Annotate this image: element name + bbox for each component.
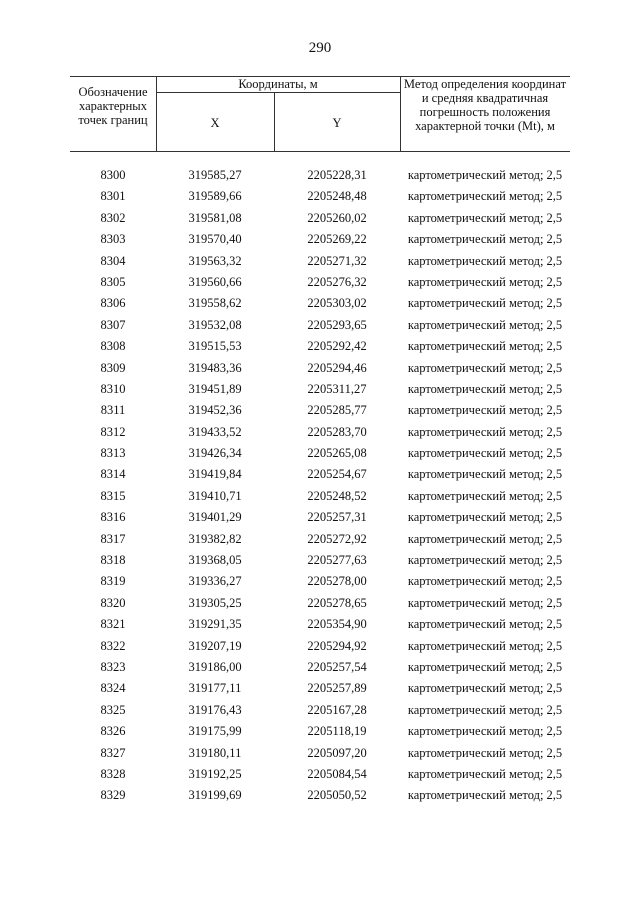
table-row xyxy=(70,253,570,274)
coord-x: 319177,11 xyxy=(188,681,242,696)
method-cell: картометрический метод; 2,5 xyxy=(407,317,563,332)
table-row xyxy=(70,274,570,295)
coord-x: 319382,82 xyxy=(188,531,242,546)
coord-x: 319176,43 xyxy=(188,702,242,717)
point-id: 8322 xyxy=(100,638,126,653)
coord-y: 2205248,48 xyxy=(307,189,367,204)
point-id: 8306 xyxy=(100,296,126,311)
coord-y: 2205311,27 xyxy=(307,381,367,396)
point-id: 8316 xyxy=(100,510,126,525)
header-method: Метод определения координат и средняя квадратичная погрешность положения характерной точки (Mt), м xyxy=(403,77,567,133)
coord-x: 319451,89 xyxy=(188,381,242,396)
coord-y: 2205084,54 xyxy=(307,766,367,781)
point-id: 8317 xyxy=(100,531,126,546)
method-cell: картометрический метод; 2,5 xyxy=(407,659,563,674)
coord-y: 2205257,89 xyxy=(307,681,367,696)
coord-y: 2205272,92 xyxy=(307,531,367,546)
method-cell: картометрический метод; 2,5 xyxy=(407,766,563,781)
point-id: 8309 xyxy=(100,360,126,375)
point-id: 8323 xyxy=(100,659,126,674)
table-row xyxy=(70,638,570,659)
coord-x: 319419,84 xyxy=(188,467,242,482)
table-row xyxy=(70,360,570,381)
point-id: 8319 xyxy=(100,574,126,589)
table-row xyxy=(70,295,570,316)
coord-x: 319305,25 xyxy=(188,595,242,610)
coord-x: 319581,08 xyxy=(188,210,242,225)
coord-y: 2205167,28 xyxy=(307,702,367,717)
coord-y: 2205260,02 xyxy=(307,210,367,225)
coord-x: 319585,27 xyxy=(188,168,242,182)
method-cell: картометрический метод; 2,5 xyxy=(407,745,563,760)
table-row xyxy=(70,745,570,766)
coord-x: 319558,62 xyxy=(188,296,242,311)
method-cell: картометрический метод; 2,5 xyxy=(407,210,563,225)
point-id: 8311 xyxy=(100,403,126,418)
coord-x: 319410,71 xyxy=(188,488,242,503)
method-cell: картометрический метод; 2,5 xyxy=(407,360,563,375)
coord-y: 2205283,70 xyxy=(307,424,367,439)
point-id: 8305 xyxy=(100,274,126,289)
coord-y: 2205285,77 xyxy=(307,403,367,418)
method-cell: картометрический метод; 2,5 xyxy=(407,510,563,525)
point-id: 8307 xyxy=(100,317,126,332)
table-row xyxy=(70,445,570,466)
point-id: 8313 xyxy=(100,446,126,461)
coord-y: 2205254,67 xyxy=(307,467,367,482)
point-id: 8329 xyxy=(100,788,126,803)
method-cell: картометрический метод; 2,5 xyxy=(407,446,563,461)
method-cell: картометрический метод; 2,5 xyxy=(407,638,563,653)
coord-x: 319483,36 xyxy=(188,360,242,375)
table-row xyxy=(70,702,570,723)
point-id: 8300 xyxy=(100,168,126,182)
coord-x: 319532,08 xyxy=(188,317,242,332)
point-id: 8308 xyxy=(100,339,126,354)
coord-x: 319180,11 xyxy=(188,745,242,760)
method-cell: картометрический метод; 2,5 xyxy=(407,681,563,696)
point-id: 8324 xyxy=(100,681,126,696)
table-header xyxy=(70,76,570,152)
table-row xyxy=(70,787,570,808)
method-cell: картометрический метод; 2,5 xyxy=(407,232,563,247)
point-id: 8314 xyxy=(100,467,126,482)
table-row xyxy=(70,402,570,423)
coord-x: 319433,52 xyxy=(188,424,242,439)
coord-y: 2205278,00 xyxy=(307,574,367,589)
coord-x: 319186,00 xyxy=(188,659,242,674)
table-row xyxy=(70,424,570,445)
method-cell: картометрический метод; 2,5 xyxy=(407,403,563,418)
table-row xyxy=(70,595,570,616)
method-cell: картометрический метод; 2,5 xyxy=(407,574,563,589)
coord-y: 2205271,32 xyxy=(307,253,367,268)
coord-x: 319192,25 xyxy=(188,766,242,781)
method-cell: картометрический метод; 2,5 xyxy=(407,788,563,803)
coord-x: 319452,36 xyxy=(188,403,242,418)
point-id: 8320 xyxy=(100,595,126,610)
table-row xyxy=(70,188,570,209)
method-cell: картометрический метод; 2,5 xyxy=(407,702,563,717)
coord-x: 319368,05 xyxy=(188,553,242,568)
method-cell: картометрический метод; 2,5 xyxy=(407,553,563,568)
table-row xyxy=(70,338,570,359)
coord-x: 319199,69 xyxy=(188,788,242,803)
table-row xyxy=(70,680,570,701)
method-cell: картометрический метод; 2,5 xyxy=(407,168,563,182)
point-id: 8302 xyxy=(100,210,126,225)
table-row xyxy=(70,531,570,552)
method-cell: картометрический метод; 2,5 xyxy=(407,467,563,482)
header-coordinates: Координаты, м xyxy=(238,77,318,91)
point-id: 8304 xyxy=(100,253,126,268)
table-row xyxy=(70,488,570,509)
coord-x: 319401,29 xyxy=(188,510,242,525)
point-id: 8312 xyxy=(100,424,126,439)
table-row xyxy=(70,509,570,530)
point-id: 8315 xyxy=(100,488,126,503)
coord-y: 2205292,42 xyxy=(307,339,367,354)
point-id: 8327 xyxy=(100,745,126,760)
coord-y: 2205248,52 xyxy=(307,488,367,503)
point-id: 8325 xyxy=(100,702,126,717)
coord-y: 2205257,31 xyxy=(307,510,367,525)
method-cell: картометрический метод; 2,5 xyxy=(407,339,563,354)
table-row xyxy=(70,231,570,252)
method-cell: картометрический метод; 2,5 xyxy=(407,424,563,439)
method-cell: картометрический метод; 2,5 xyxy=(407,274,563,289)
method-cell: картометрический метод; 2,5 xyxy=(407,724,563,739)
method-cell: картометрический метод; 2,5 xyxy=(407,253,563,268)
table-row xyxy=(70,766,570,787)
point-id: 8328 xyxy=(100,766,126,781)
coord-y: 2205293,65 xyxy=(307,317,367,332)
coord-x: 319426,34 xyxy=(188,446,242,461)
coord-y: 2205050,52 xyxy=(307,788,367,803)
coord-x: 319570,40 xyxy=(188,232,242,247)
coord-y: 2205276,32 xyxy=(307,274,367,289)
method-cell: картометрический метод; 2,5 xyxy=(407,381,563,396)
header-designation: Обозначение характерных точек границ xyxy=(78,85,148,127)
table-row xyxy=(70,573,570,594)
coord-y: 2205278,65 xyxy=(307,595,367,610)
point-id: 8301 xyxy=(100,189,126,204)
header-bottom-rule xyxy=(70,151,570,152)
point-id: 8326 xyxy=(100,724,126,739)
table-body xyxy=(70,167,570,809)
method-cell: картометрический метод; 2,5 xyxy=(407,488,563,503)
coord-y: 2205277,63 xyxy=(307,553,367,568)
table-row xyxy=(70,466,570,487)
table-row xyxy=(70,616,570,637)
table-row xyxy=(70,317,570,338)
page-number: 290 xyxy=(308,40,332,56)
method-cell: картометрический метод; 2,5 xyxy=(407,617,563,632)
coord-x: 319175,99 xyxy=(188,724,242,739)
method-cell: картометрический метод; 2,5 xyxy=(407,296,563,311)
point-id: 8318 xyxy=(100,553,126,568)
coord-x: 319515,53 xyxy=(188,339,242,354)
header-y: Y xyxy=(332,116,342,130)
coord-y: 2205269,22 xyxy=(307,232,367,247)
coord-x: 319207,19 xyxy=(188,638,242,653)
header-middle-rule xyxy=(156,92,400,93)
table-row xyxy=(70,659,570,680)
coord-x: 319589,66 xyxy=(188,189,242,204)
coord-x: 319560,66 xyxy=(188,274,242,289)
table-row xyxy=(70,552,570,573)
coord-y: 2205257,54 xyxy=(307,659,367,674)
table-row xyxy=(70,210,570,231)
header-x: X xyxy=(210,116,220,130)
coord-y: 2205118,19 xyxy=(307,724,367,739)
coord-x: 319336,27 xyxy=(188,574,242,589)
table-row xyxy=(70,381,570,402)
method-cell: картометрический метод; 2,5 xyxy=(407,531,563,546)
coord-y: 2205294,92 xyxy=(307,638,367,653)
coord-y: 2205294,46 xyxy=(307,360,367,375)
coord-y: 2205354,90 xyxy=(307,617,367,632)
coord-y: 2205265,08 xyxy=(307,446,367,461)
method-cell: картометрический метод; 2,5 xyxy=(407,189,563,204)
coord-y: 2205097,20 xyxy=(307,745,367,760)
table-row xyxy=(70,167,570,188)
coord-x: 319291,35 xyxy=(188,617,242,632)
point-id: 8321 xyxy=(100,617,126,632)
point-id: 8310 xyxy=(100,381,126,396)
table-row xyxy=(70,723,570,744)
coord-y: 2205228,31 xyxy=(307,168,367,182)
coord-y: 2205303,02 xyxy=(307,296,367,311)
coord-x: 319563,32 xyxy=(188,253,242,268)
point-id: 8303 xyxy=(100,232,126,247)
method-cell: картометрический метод; 2,5 xyxy=(407,595,563,610)
